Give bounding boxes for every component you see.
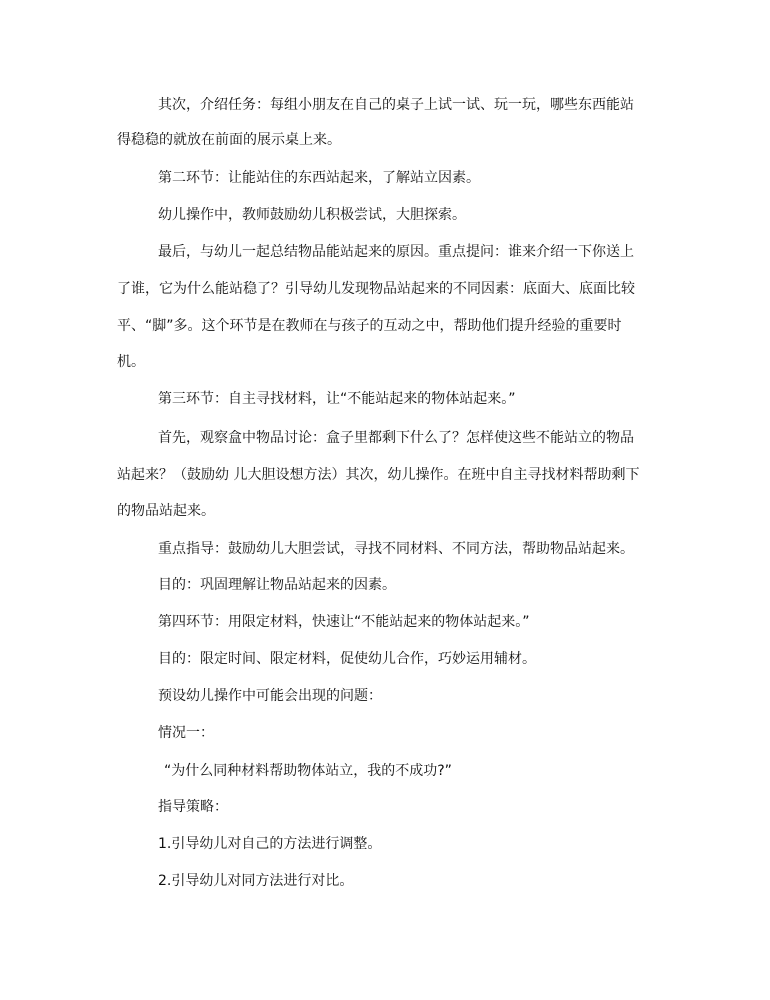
paragraph-line-14: 目的：巩固理解让物品站起来的因素。 xyxy=(158,577,396,593)
paragraph-line-18: 情况一： xyxy=(158,725,214,741)
paragraph-line-13: 重点指导：鼓励幼儿大胆尝试，寻找不同材料、不同方法，帮助物品站起来。 xyxy=(158,541,634,557)
paragraph-line-10: 首先，观察盒中物品讨论：盒子里都剩下什么了？怎样使这些不能站立的物品 xyxy=(158,430,634,446)
paragraph-line-12: 的物品站起来。 xyxy=(117,503,215,519)
section-heading-3: 第三环节：自主寻找材料，让“不能站起来的物体站起来。” xyxy=(158,391,516,407)
paragraph-line-5: 最后，与幼儿一起总结物品能站起来的原因。重点提问：谁来介绍一下你送上 xyxy=(158,244,634,260)
paragraph-line-1: 其次，介绍任务：每组小朋友在自己的桌子上试一试、玩一玩，哪些东西能站 xyxy=(158,97,634,113)
section-heading-2: 第二环节：让能站住的东西站起来，了解站立因素。 xyxy=(158,170,480,186)
list-item-2: 2.引导幼儿对同方法进行对比。 xyxy=(158,873,354,889)
list-item-1: 1.引导幼儿对自己的方法进行调整。 xyxy=(158,836,382,852)
paragraph-line-16: 目的：限定时间、限定材料，促使幼儿合作，巧妙运用辅材。 xyxy=(158,651,536,667)
paragraph-line-20: 指导策略： xyxy=(158,799,228,815)
paragraph-line-6: 了谁，它为什么能站稳了？引导幼儿发现物品站起来的不同因素：底面大、底面比较 xyxy=(117,281,635,297)
paragraph-line-4: 幼儿操作中，教师鼓励幼儿积极尝试，大胆探索。 xyxy=(158,207,466,223)
section-heading-4: 第四环节：用限定材料，快速让“不能站起来的物体站起来。” xyxy=(158,614,530,630)
quote-line: “为什么同种材料帮助物体站立，我的不成功?” xyxy=(164,763,452,779)
paragraph-line-17: 预设幼儿操作中可能会出现的问题： xyxy=(158,688,382,704)
paragraph-line-2: 得稳稳的就放在前面的展示桌上来。 xyxy=(117,132,341,148)
paragraph-line-11: 站起来？（鼓励幼 儿大胆设想方法）其次，幼儿操作。在班中自主寻找材料帮助剩下 xyxy=(117,467,640,483)
paragraph-line-7: 平、“脚”多。这个环节是在教师在与孩子的互动之中，帮助他们提升经验的重要时 xyxy=(117,318,622,334)
paragraph-line-8: 机。 xyxy=(117,354,145,370)
